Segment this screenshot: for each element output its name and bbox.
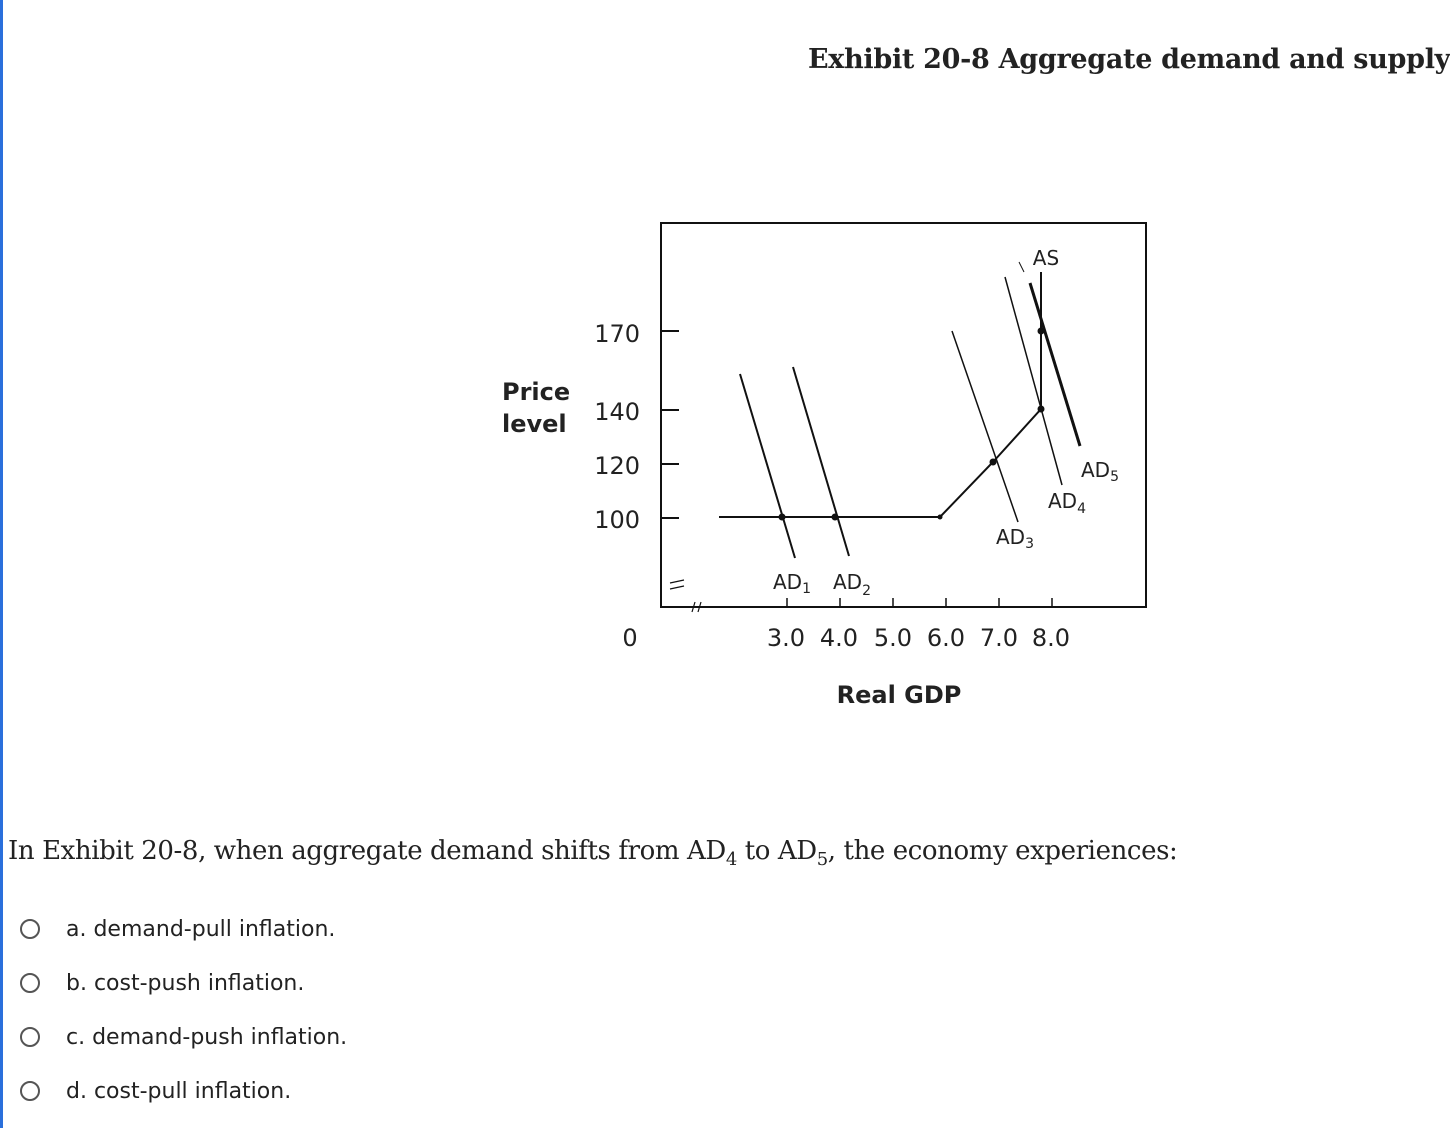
option-b[interactable] — [20, 956, 347, 1010]
x-tick-label: 5.0 — [873, 624, 913, 652]
y-break-mark — [670, 580, 684, 583]
ad2-label: $AD_2$ — [833, 570, 872, 599]
option-label: c. demand-push inflation. — [66, 1024, 348, 1050]
plot-frame — [661, 223, 1146, 607]
question-sub-5: 5 — [816, 849, 828, 870]
answer-options — [20, 902, 347, 1118]
ad4-curve — [1005, 277, 1062, 485]
question-suffix: , the economy experiences: — [827, 836, 1178, 866]
question-sub-4: 4 — [725, 849, 737, 870]
option-c[interactable] — [20, 1010, 347, 1064]
equilibrium-point — [990, 459, 997, 466]
question-text — [8, 836, 1178, 870]
origin-label: 0 — [622, 624, 638, 652]
y-tick-label: 140 — [594, 398, 640, 426]
exhibit-title: Exhibit 20-8 Aggregate demand and supply — [808, 44, 1450, 75]
as-label-leader — [1019, 262, 1024, 272]
ad3-label: $AD_3$ — [996, 525, 1035, 552]
ad1-curve — [740, 374, 795, 558]
x-tick-label: 8.0 — [1031, 624, 1071, 652]
option-label: b. cost-push inflation. — [66, 970, 305, 996]
ad1-label: $AD_1$ — [773, 570, 812, 597]
y-break-mark — [670, 586, 684, 589]
question-prefix: In Exhibit 20-8, when aggregate demand shifts from AD — [8, 836, 726, 866]
question-middle: to AD — [736, 836, 817, 866]
radio-button[interactable] — [20, 919, 40, 939]
radio-button[interactable] — [20, 1081, 40, 1101]
as-curve — [719, 272, 1041, 517]
ad4-label: $AD_4$ — [1048, 489, 1087, 517]
equilibrium-point — [779, 514, 786, 521]
y-tick-label: 170 — [594, 320, 640, 348]
ad5-curve — [1030, 283, 1080, 446]
x-ticks — [787, 598, 1052, 607]
option-label: a. demand-pull inflation. — [66, 916, 336, 942]
y-axis-label-line2: level — [502, 410, 567, 438]
ad5-label: $AD_5$ — [1081, 458, 1120, 485]
as-label: AS — [1032, 246, 1060, 270]
option-a[interactable] — [20, 902, 347, 956]
x-axis-label: Real GDP — [836, 681, 962, 709]
y-tick-label: 100 — [594, 506, 640, 534]
equilibrium-point — [1038, 328, 1045, 335]
equilibrium-point — [938, 515, 943, 520]
option-label: d. cost-pull inflation. — [66, 1078, 292, 1104]
equilibrium-point — [1038, 406, 1045, 413]
radio-button[interactable] — [20, 1027, 40, 1047]
y-axis-label-line1: Price — [502, 378, 571, 406]
y-ticks — [661, 331, 679, 518]
x-tick-label: 4.0 — [819, 624, 859, 652]
equilibrium-point — [832, 514, 839, 521]
x-tick-label: 6.0 — [926, 624, 966, 652]
y-tick-label: 120 — [594, 452, 640, 480]
x-tick-label: 3.0 — [766, 624, 806, 652]
radio-button[interactable] — [20, 973, 40, 993]
ad2-curve — [793, 367, 849, 556]
x-tick-label: 7.0 — [979, 624, 1019, 652]
option-d[interactable] — [20, 1064, 347, 1118]
